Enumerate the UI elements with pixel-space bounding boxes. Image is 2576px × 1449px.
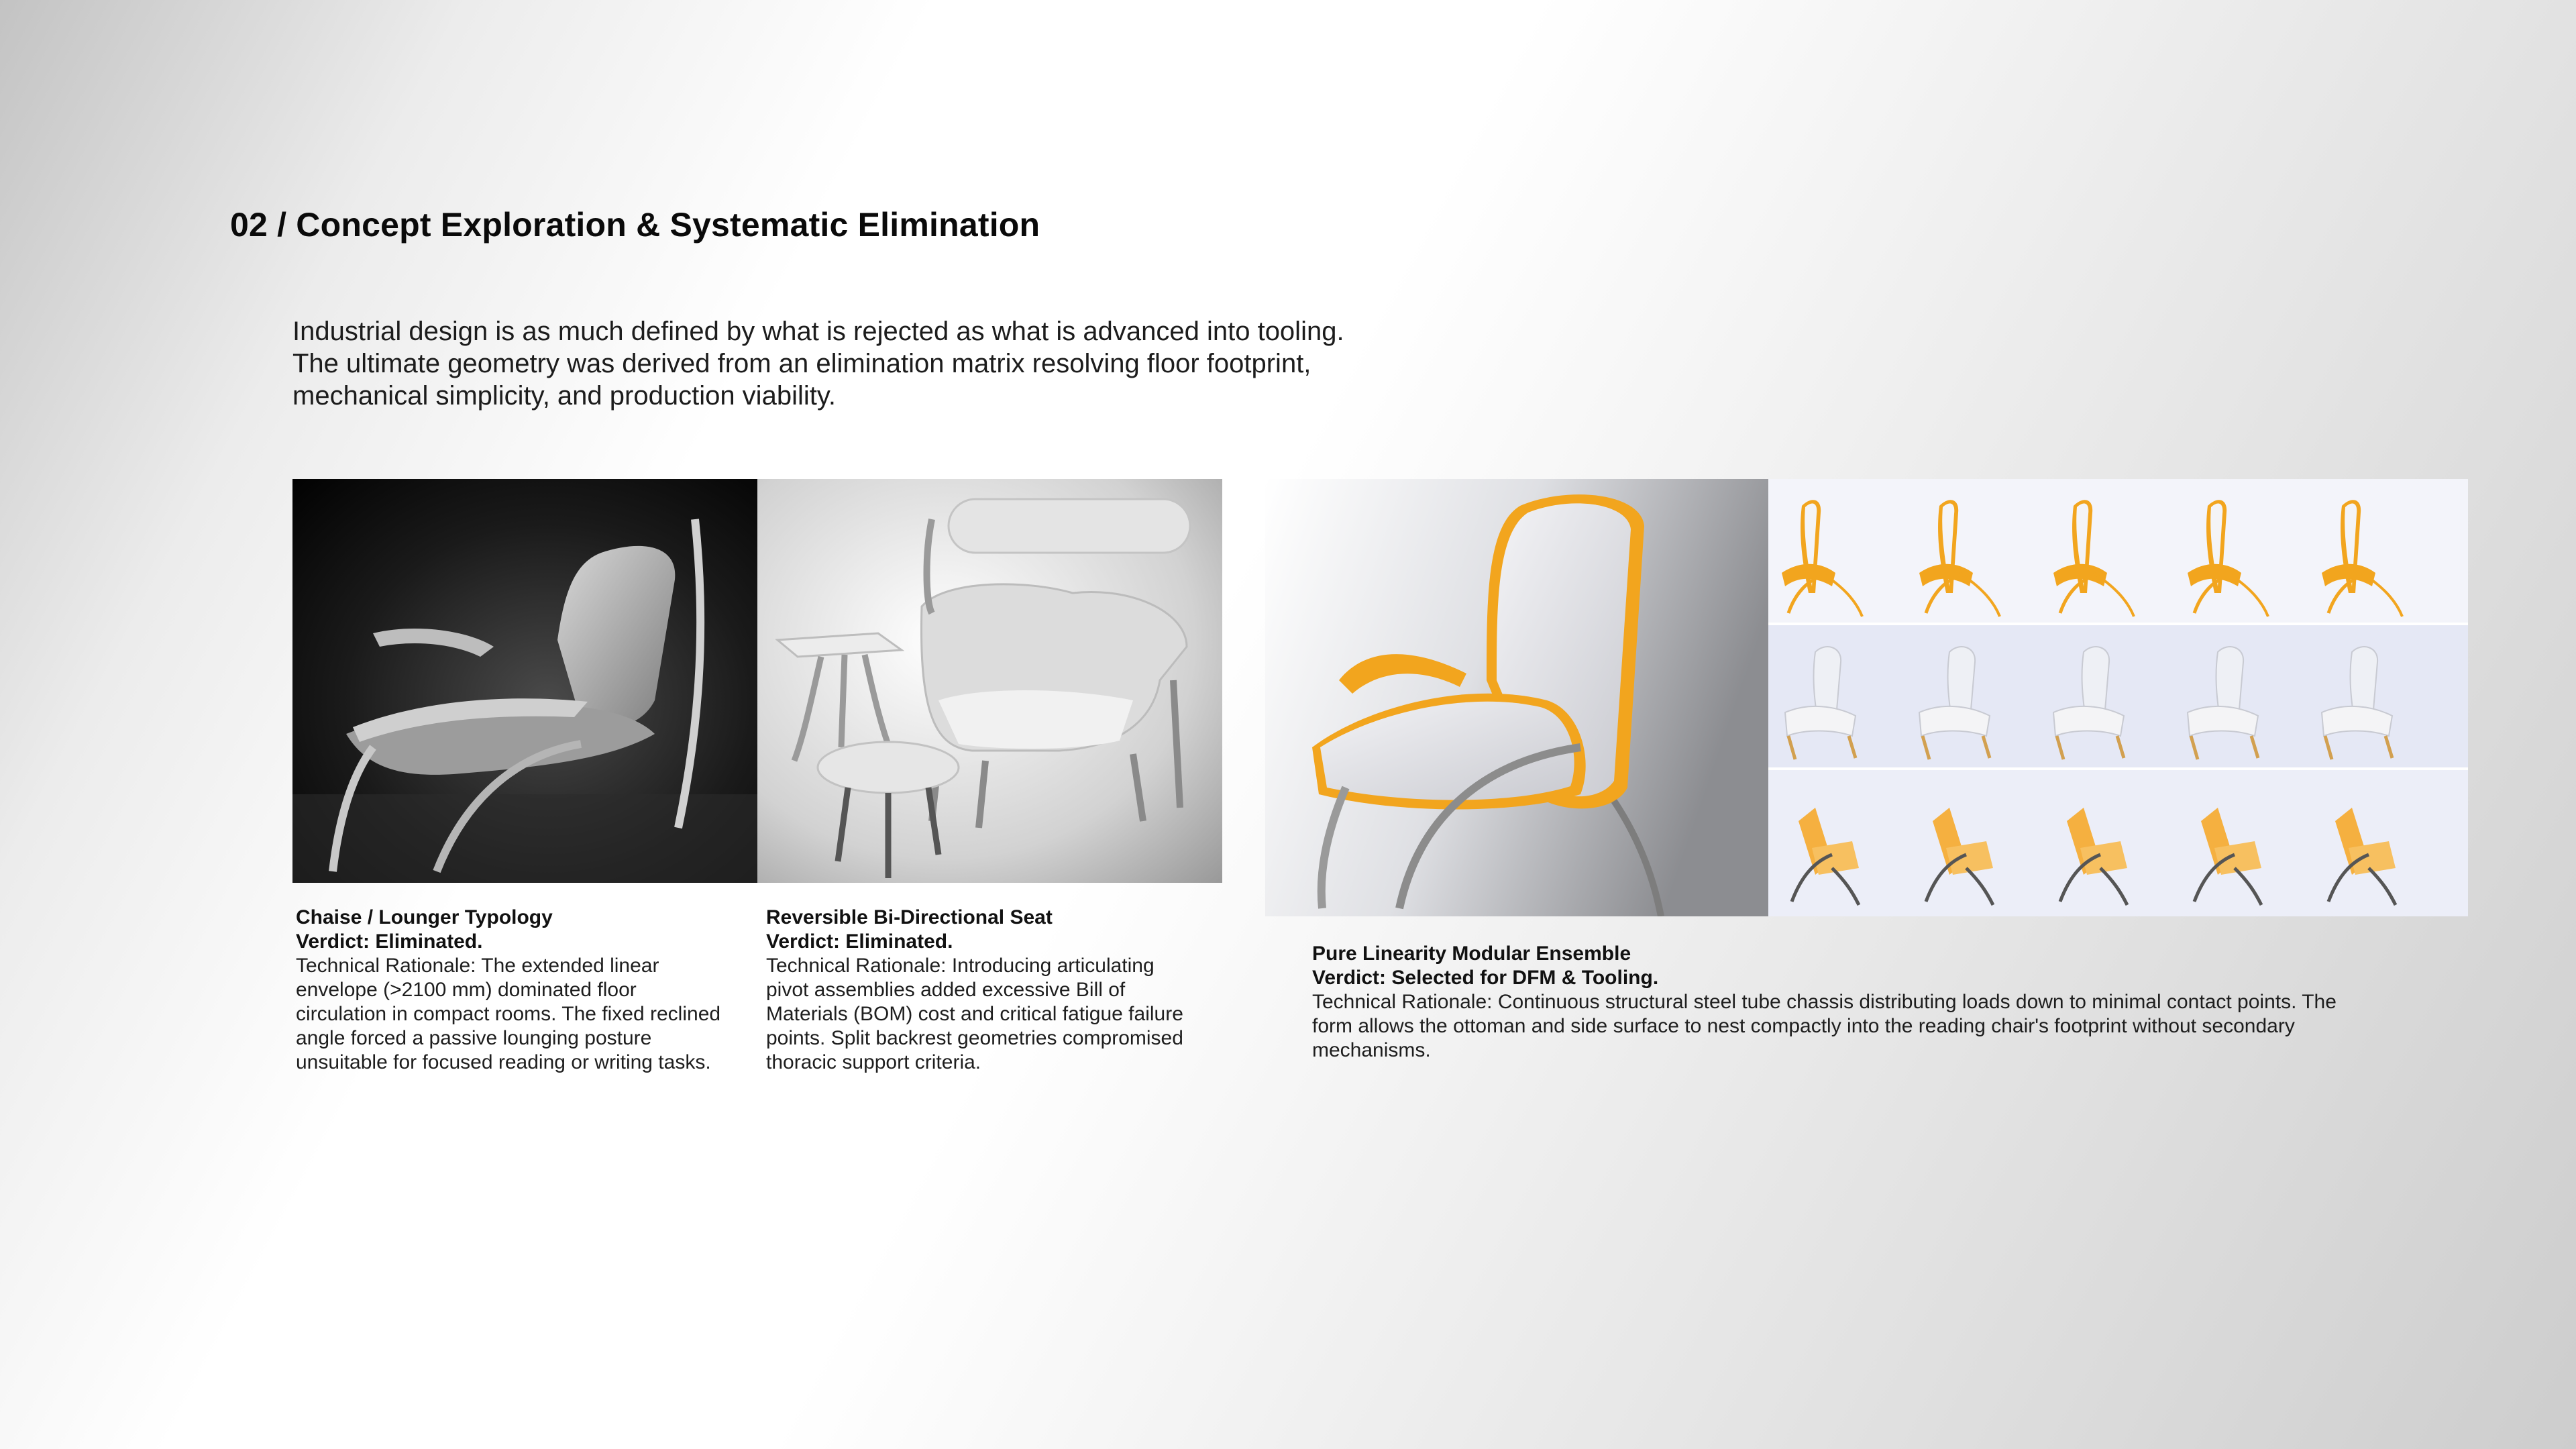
concept-title: Reversible Bi-Directional Seat — [766, 906, 1053, 928]
concept-caption-reversible — [766, 906, 1202, 1075]
concept-rationale: Technical Rationale: Introducing articulating pivot assemblies added excessive Bill of Materials (BOM) cost and critical fatigue failure points. Split backrest geometries compromised thoracic support criteria. — [766, 955, 1183, 1073]
concept-verdict: Verdict: Eliminated. — [766, 930, 953, 953]
page-title: 02 / Concept Exploration & Systematic Elimination — [230, 206, 1040, 244]
concept-caption-chaise — [296, 906, 732, 1075]
intro-paragraph: Industrial design is as much defined by what is rejected as what is advanced into tooling. The ultimate geometry was derived from an elimination matrix resolving floor footprint, mechanical simplicity, and production viability. — [292, 317, 1344, 411]
selected-chair-hero-render — [1265, 479, 1768, 916]
concept-verdict: Verdict: Selected for DFM & Tooling. — [1312, 967, 1659, 989]
iteration-grid-renders — [1768, 479, 2468, 916]
concept-title: Pure Linearity Modular Ensemble — [1312, 943, 1631, 965]
concept-verdict: Verdict: Eliminated. — [296, 930, 483, 953]
reversible-seat-render — [757, 479, 1222, 883]
concept-title: Chaise / Lounger Typology — [296, 906, 553, 928]
concept-rationale: Technical Rationale: The extended linear envelope (>2100 mm) dominated floor circulation in compact rooms. The fixed reclined angle forced a passive lounging posture unsuitable for focused reading or writing tasks. — [296, 955, 721, 1073]
concept-caption-selected — [1312, 942, 2339, 1063]
chaise-lounger-render — [292, 479, 757, 883]
concept-rationale: Technical Rationale: Continuous structural steel tube chassis distributing loads down to minimal contact points. The form allows the ottoman and side surface to nest compactly into the reading chair's footprint without secondary mechanisms. — [1312, 991, 2337, 1061]
